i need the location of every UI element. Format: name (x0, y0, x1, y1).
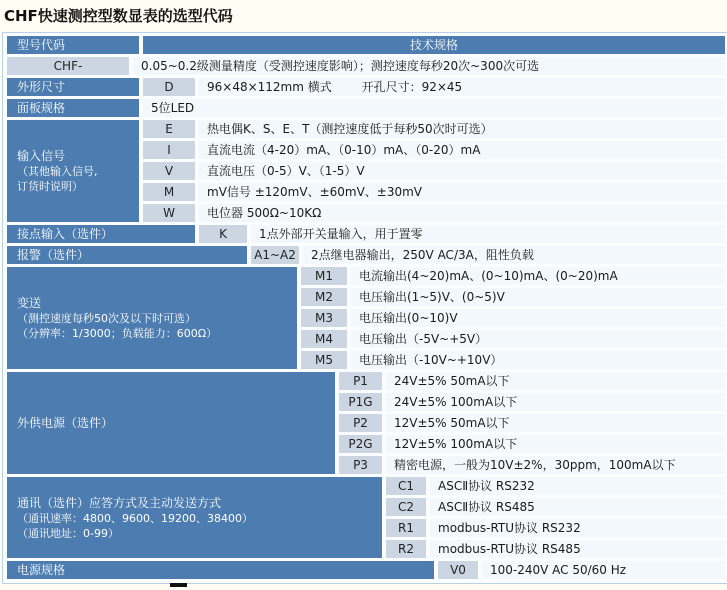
table-row (386, 498, 725, 516)
table-row (301, 330, 725, 348)
power-spec-code-cell: V0 (438, 561, 478, 579)
code-cell: E (143, 120, 195, 138)
comm-label-main: 通讯（选件）应答方式及主动发送方式 (17, 495, 222, 510)
transmit-label (7, 267, 297, 369)
table-row (301, 288, 725, 306)
table-row (143, 162, 725, 180)
table-row (339, 414, 725, 432)
comm-note1: （通讯速率：4800、9600、19200、38400） (17, 511, 253, 525)
stray-mark (170, 583, 187, 587)
code-cell: P2G (339, 435, 382, 453)
desc-cell: 电压输出(1~5)V、(0~5)V (351, 288, 725, 306)
transmit-note2: （分辨率：1/3000；负载能力：600Ω） (17, 327, 218, 340)
dimensions-code-cell: D (143, 78, 195, 96)
row-panel (7, 99, 725, 117)
contact-input-desc-cell: 1点外部开关量输入，用于置零 (251, 225, 725, 243)
desc-cell: ASCⅡ协议 RS485 (430, 498, 725, 516)
code-cell: C2 (386, 498, 426, 516)
table-row (339, 456, 725, 474)
code-cell: M (143, 183, 195, 201)
group-comm (7, 477, 725, 558)
transmit-note1: （测控速度每秒50次及以下时可选） (17, 312, 196, 325)
alarm-code-cell: A1~A2 (251, 246, 299, 264)
table-row (143, 204, 725, 222)
code-cell: W (143, 204, 195, 222)
alarm-desc-cell: 2点继电器输出，250V AC/3A，阻性负载 (303, 246, 725, 264)
table-row (301, 309, 725, 327)
code-cell: V (143, 162, 195, 180)
code-cell: P1 (339, 372, 382, 390)
input-signal-label (7, 120, 139, 222)
panel-label: 面板规格 (7, 99, 139, 117)
code-cell: R1 (386, 519, 426, 537)
table-row (339, 372, 725, 390)
power-spec-label: 电源规格 (7, 561, 434, 579)
dimensions-cutout-text: 开孔尺寸：92×45 (361, 80, 463, 94)
panel-desc-cell: 5位LED (143, 99, 725, 117)
code-cell: M4 (301, 330, 347, 348)
input-signal-rows (143, 120, 725, 222)
code-cell: C1 (386, 477, 426, 495)
table-row (339, 435, 725, 453)
aux-power-label-main: 外供电源（选件） (17, 416, 114, 430)
group-input-signal (7, 120, 725, 222)
code-cell: P1G (339, 393, 382, 411)
desc-cell: 12V±5% 50mA以下 (386, 414, 725, 432)
row-contact-input (7, 225, 725, 243)
code-cell: I (143, 141, 195, 159)
table-row (143, 120, 725, 138)
comm-rows (386, 477, 725, 558)
table-row (301, 351, 725, 369)
table-row (386, 540, 725, 558)
row-dimensions (7, 78, 725, 96)
desc-cell: 24V±5% 50mA以下 (386, 372, 725, 390)
table-row (143, 141, 725, 159)
header-model-code: 型号代码 (7, 36, 139, 54)
table-header-row (7, 36, 725, 54)
group-aux-power (7, 372, 725, 474)
dimensions-label: 外形尺寸 (7, 78, 139, 96)
desc-cell: 电压输出(0~10)V (351, 309, 725, 327)
code-cell: M3 (301, 309, 347, 327)
model-desc-cell: 0.05~0.2级测量精度（受测控速度影响）；测控速度每秒20次~300次可选 (133, 57, 725, 75)
contact-input-code-cell: K (199, 225, 247, 243)
dimensions-desc-cell (199, 78, 725, 96)
desc-cell: 直流电流（4-20）mA、（0-10）mA、（0-20）mA (199, 141, 725, 159)
desc-cell: 24V±5% 100mA以下 (386, 393, 725, 411)
dimensions-size-text: 96×48×112mm 横式 (207, 80, 332, 94)
aux-power-rows (339, 372, 725, 474)
desc-cell: 直流电压（0-5）V、（1-5）V (199, 162, 725, 180)
header-tech-spec: 技术规格 (143, 36, 725, 54)
table-row (386, 477, 725, 495)
desc-cell: 12V±5% 100mA以下 (386, 435, 725, 453)
comm-note2: （通讯地址：0-99） (17, 526, 119, 540)
row-power-spec (7, 561, 725, 579)
code-cell: P2 (339, 414, 382, 432)
power-spec-desc-cell: 100-240V AC 50/60 Hz (482, 561, 725, 579)
desc-cell: 热电偶K、S、E、T（测控速度低于每秒50次时可选） (199, 120, 725, 138)
transmit-rows (301, 267, 725, 369)
desc-cell: ASCⅡ协议 RS232 (430, 477, 725, 495)
input-signal-note2: 订货时说明） (17, 180, 83, 193)
desc-cell: 电位器 500Ω~10KΩ (199, 204, 725, 222)
row-model (7, 57, 725, 75)
table-row (386, 519, 725, 537)
input-signal-label-main: 输入信号 (17, 149, 66, 163)
code-cell: M1 (301, 267, 347, 285)
table-row (339, 393, 725, 411)
code-cell: M5 (301, 351, 347, 369)
desc-cell: 电流输出(4~20)mA、(0~10)mA、(0~20)mA (351, 267, 725, 285)
desc-cell: 电压输出（-10V~+10V） (351, 351, 725, 369)
code-cell: M2 (301, 288, 347, 306)
alarm-label: 报警（选件） (7, 246, 247, 264)
code-cell: R2 (386, 540, 426, 558)
code-cell: P3 (339, 456, 382, 474)
model-code-cell: CHF- (7, 57, 129, 75)
page-title: CHF快速测控型数显表的选型代码 (4, 7, 233, 25)
aux-power-label (7, 372, 335, 474)
selection-code-table (2, 32, 727, 584)
comm-label (7, 477, 382, 558)
desc-cell: modbus-RTU协议 RS232 (430, 519, 725, 537)
group-transmit (7, 267, 725, 369)
table-row (143, 183, 725, 201)
table-row (301, 267, 725, 285)
desc-cell: 精密电源，一般为10V±2%，30ppm，100mA以下 (386, 456, 725, 474)
contact-input-label: 接点输入（选件） (7, 225, 195, 243)
desc-cell: modbus-RTU协议 RS485 (430, 540, 725, 558)
desc-cell: 电压输出（-5V~+5V） (351, 330, 725, 348)
input-signal-note1: （其他输入信号, (17, 165, 98, 178)
row-alarm (7, 246, 725, 264)
desc-cell: mV信号 ±120mV、±60mV、±30mV (199, 183, 725, 201)
transmit-label-main: 变送 (17, 296, 42, 310)
